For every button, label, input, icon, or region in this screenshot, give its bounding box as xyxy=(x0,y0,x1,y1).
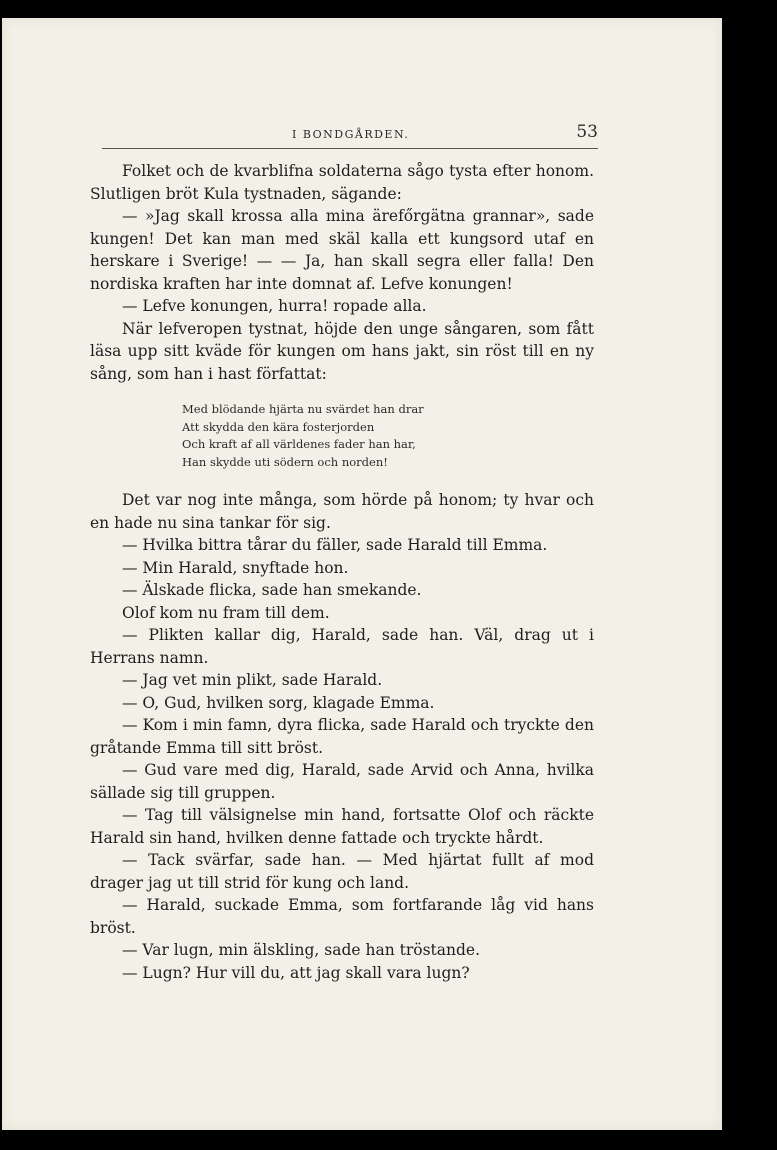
paragraph: — Lugn? Hur vill du, att jag skall vara lugn? xyxy=(122,963,470,982)
running-header xyxy=(102,122,598,149)
page-number: 53 xyxy=(576,122,598,142)
poem-line: Och kraft af all världenes fader han har, xyxy=(182,437,416,451)
paragraph: — »Jag skall krossa alla mina ärefőrgätna grannar», sade kungen! Det kan man med skäl kalla ett kungsord utaf en herskare i Sverige! — — Ja, han skall segra eller falla! Den nordiska kraften har inte domnat af. Lefve konungen! xyxy=(90,207,594,293)
paragraph: Det var nog inte många, som hörde på honom; ty hvar och en hade nu sina tankar för sig. xyxy=(90,491,594,532)
paragraph: — Tack svärfar, sade han. — Med hjärtat fullt af mod drager jag ut till strid för kung och land. xyxy=(90,851,594,892)
poem-line: Att skydda den kära fosterjorden xyxy=(182,419,375,434)
poem-line: Med blödande hjärta nu svärdet han drar xyxy=(182,402,424,416)
paragraph: Folket och de kvarblifna soldaterna sågo tysta efter honom. Slutligen bröt Kula tystnaden, sägande: xyxy=(90,162,594,203)
poem-line: Han skydde uti södern och norden! xyxy=(182,454,388,469)
paragraph: Olof kom nu fram till dem. xyxy=(122,603,330,622)
running-title: I BONDGÅRDEN. xyxy=(292,128,410,141)
body-text xyxy=(90,160,594,984)
paragraph: — Gud vare med dig, Harald, sade Arvid och Anna, hvilka sällade sig till gruppen. xyxy=(90,761,594,802)
paragraph: — Tag till välsignelse min hand, fortsatte Olof och räckte Harald sin hand, hvilken denne fattade och tryckte hårdt. xyxy=(90,806,594,847)
paragraph: — Jag vet min plikt, sade Harald. xyxy=(122,671,383,689)
poem xyxy=(182,401,594,471)
paragraph: — O, Gud, hvilken sorg, klagade Emma. xyxy=(122,693,435,712)
paragraph: — Min Harald, snyftade hon. xyxy=(122,558,349,577)
paragraph: — Var lugn, min älskling, sade han tröstande. xyxy=(122,941,481,959)
paragraph: När lefveropen tystnat, höjde den unge sångaren, som fått läsa upp sitt kväde för kungen om hans jakt, sin röst till en ny sång, som han i hast författat: xyxy=(90,319,594,383)
paragraph: — Hvilka bittra tårar du fäller, sade Harald till Emma. xyxy=(122,536,548,554)
paragraph: — Kom i min famn, dyra flicka, sade Harald och tryckte den gråtande Emma till sitt bröst. xyxy=(90,716,594,757)
paragraph: — Harald, suckade Emma, som fortfarande låg vid hans bröst. xyxy=(90,896,594,937)
paragraph: — Plikten kallar dig, Harald, sade han. Väl, drag ut i Herrans namn. xyxy=(90,626,594,667)
paragraph: — Älskade flicka, sade han smekande. xyxy=(122,581,422,599)
book-page xyxy=(2,18,722,1130)
paragraph: — Lefve konungen, hurra! ropade alla. xyxy=(122,297,427,315)
